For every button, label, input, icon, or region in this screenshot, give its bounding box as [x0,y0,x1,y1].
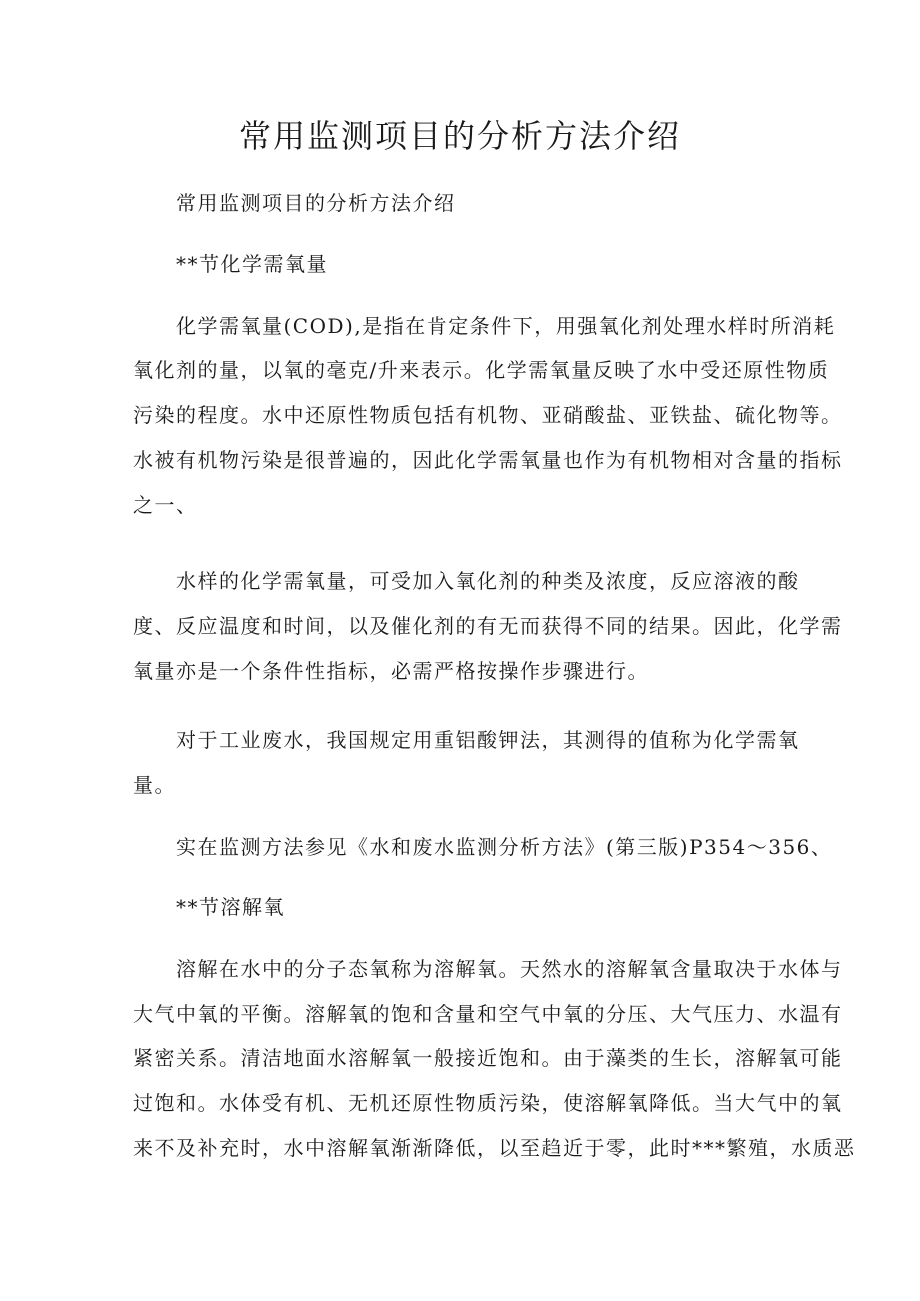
paragraph-line: 之一、 [133,493,198,517]
paragraph-line: 大气中氧的平衡。溶解氧的饱和含量和空气中氧的分压、大气压力、水温有 [133,1002,843,1026]
reference-line: 实在监测方法参见《水和废水监测分析方法》(第三版)P354～356、 [176,835,833,859]
section-heading-cod: **节化学需氧量 [176,252,328,276]
paragraph-line: 过饱和。水体受有机、无机还原性物质污染，使溶解氧降低。当大气中的氧 [133,1091,843,1115]
paragraph-line: 度、反应温度和时间，以及催化剂的有无而获得不同的结果。因此，化学需 [133,614,843,638]
paragraph-line: 来不及补充时，水中溶解氧渐渐降低，以至趋近于零，此时***繁殖，水质恶 [133,1136,856,1160]
subtitle-line: 常用监测项目的分析方法介绍 [176,191,456,215]
paragraph-line: 水样的化学需氧量，可受加入氧化剂的种类及浓度，反应溶液的酸 [176,569,800,593]
paragraph-line: 溶解在水中的分子态氧称为溶解氧。天然水的溶解氧含量取决于水体与 [176,957,843,981]
paragraph-line: 氧化剂的量，以氧的毫克/升来表示。化学需氧量反映了水中受还原性物质 [133,358,830,382]
paragraph-line: 水被有机物污染是很普遍的，因此化学需氧量也作为有机物相对含量的指标 [133,448,843,472]
paragraph-line: 对于工业废水，我国规定用重铝酸钾法，其测得的值称为化学需氧 [176,728,800,752]
paragraph-line: 量。 [133,773,176,797]
section-heading-do: **节溶解氧 [176,895,285,919]
paragraph-line: 化学需氧量(COD),是指在肯定条件下，用强氧化剂处理水样时所消耗 [176,314,836,338]
paragraph-line: 污染的程度。水中还原性物质包括有机物、亚硝酸盐、亚铁盐、硫化物等。 [133,403,843,427]
document-title: 常用监测项目的分析方法介绍 [238,117,681,155]
paragraph-line: 紧密关系。清洁地面水溶解氧一般接近饱和。由于藻类的生长，溶解氧可能 [133,1046,843,1070]
paragraph-line: 氧量亦是一个条件性指标，必需严格按操作步骤进行。 [133,659,649,683]
